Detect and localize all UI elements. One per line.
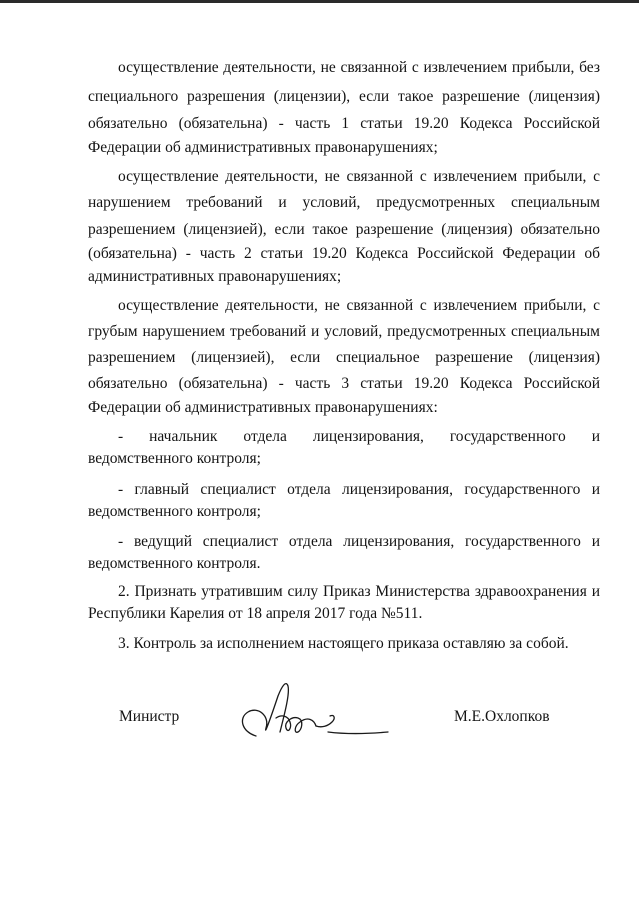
scan-top-edge bbox=[0, 0, 639, 3]
item-2-line-2: Республики Карелия от 18 апреля 2017 года №511. bbox=[88, 605, 423, 622]
paragraph-3-line-5: Федерации об административных правонарушениях: bbox=[88, 399, 438, 416]
paragraph-1-line-1: осуществление деятельности, не связанной с извлечением прибыли, без bbox=[118, 59, 600, 76]
list-item-2-line-1: - главный специалист отдела лицензирования, государственного и bbox=[118, 481, 600, 498]
paragraph-1-line-3: обязательно (обязательна) - часть 1 статьи 19.20 Кодекса Российской bbox=[88, 115, 600, 132]
list-item-2-line-2: ведомственного контроля; bbox=[88, 503, 261, 520]
item-3-line-1: 3. Контроль за исполнением настоящего приказа оставляю за собой. bbox=[118, 635, 569, 652]
list-item-3-line-1: - ведущий специалист отдела лицензирования, государственного и bbox=[118, 533, 600, 550]
paragraph-2-line-5: административных правонарушениях; bbox=[88, 268, 342, 285]
list-item-1-line-2: ведомственного контроля; bbox=[88, 450, 261, 467]
signatory-name: М.Е.Охлопков bbox=[454, 708, 550, 725]
list-item-1-line-1: - начальник отдела лицензирования, государственного и bbox=[118, 428, 600, 445]
paragraph-1-line-4: Федерации об административных правонарушениях; bbox=[88, 139, 438, 156]
paragraph-3-line-1: осуществление деятельности, не связанной с извлечением прибыли, с bbox=[118, 297, 600, 314]
item-2-line-1: 2. Признать утратившим силу Приказ Министерства здравоохранения и bbox=[118, 583, 600, 600]
paragraph-2-line-1: осуществление деятельности, не связанной с извлечением прибыли, с bbox=[118, 168, 600, 185]
paragraph-2-line-2: нарушением требований и условий, предусмотренных специальным bbox=[88, 194, 600, 211]
signatory-title: Министр bbox=[119, 708, 180, 725]
paragraph-2-line-3: разрешением (лицензией), если такое разрешение (лицензия) обязательно bbox=[88, 221, 600, 238]
paragraph-3-line-3: разрешением (лицензией), если специальное разрешение (лицензия) bbox=[88, 349, 600, 366]
list-item-3-line-2: ведомственного контроля. bbox=[88, 555, 261, 572]
paragraph-1-line-2: специального разрешения (лицензии), если такое разрешение (лицензия) bbox=[88, 88, 600, 105]
paragraph-3-line-4: обязательно (обязательна) - часть 3 статьи 19.20 Кодекса Российской bbox=[88, 375, 600, 392]
paragraph-3-line-2: грубым нарушением требований и условий, предусмотренных специальным bbox=[88, 323, 600, 340]
paragraph-2-line-4: (обязательна) - часть 2 статьи 19.20 Кодекса Российской Федерации об bbox=[88, 245, 600, 262]
handwritten-signature bbox=[236, 676, 396, 750]
